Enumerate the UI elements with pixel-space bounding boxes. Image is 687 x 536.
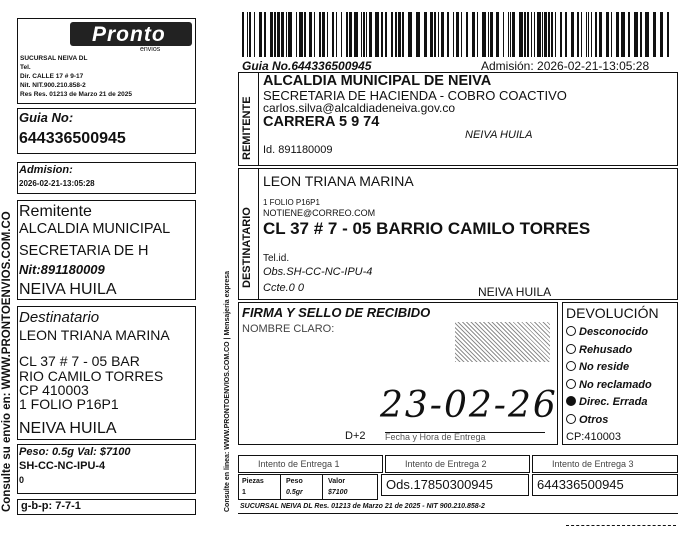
left-weight: Peso: 0.5g Val: $7100: [19, 446, 131, 458]
return-option-label: Otros: [579, 413, 609, 426]
return-option-label: No reclamado: [579, 378, 652, 391]
barcode-bar: [667, 12, 669, 57]
barcode-bar: [551, 12, 553, 57]
barcode-bar: [510, 12, 511, 57]
barcode-bar: [281, 12, 284, 57]
attempt-2-label: Intento de Entrega 2: [405, 459, 487, 469]
barcode-bar: [249, 12, 251, 57]
left-side-url: Consulte su envio en: WWW.PRONTOENVIOS.COM.CO: [1, 211, 13, 512]
barcode-bar: [534, 12, 535, 57]
barcode-bar: [354, 12, 358, 57]
barcode-bar: [653, 12, 656, 57]
barcode-bar: [508, 12, 509, 57]
left-branch: SUCURSAL NEIVA DL: [20, 55, 88, 62]
signature-date-label: Fecha y Hora de Entrega: [385, 432, 486, 442]
radio-icon: [566, 379, 576, 389]
left-recipient-addr1: CL 37 # 7 - 05 BAR: [19, 353, 140, 369]
barcode-bar: [274, 12, 276, 57]
barcode-bar: [581, 12, 582, 57]
return-option-label: Direc. Errada: [579, 396, 648, 408]
barcode-bar: [542, 12, 543, 57]
barcode: [240, 12, 674, 57]
right-recipient-tel: Tel.id.: [263, 253, 290, 264]
barcode-bar: [519, 12, 523, 57]
barcode-bar: [456, 12, 459, 57]
attempt-3-label: Intento de Entrega 3: [552, 459, 634, 469]
left-sender-name: ALCALDIA MUNICIPAL: [19, 221, 171, 237]
barcode-bar: [304, 12, 306, 57]
table-header-pieces: Piezas: [242, 478, 264, 485]
left-admission-label: Admision:: [19, 164, 73, 176]
barcode-bar: [322, 12, 325, 57]
table-cell-pieces: 1: [242, 489, 246, 496]
barcode-bar: [434, 12, 436, 57]
signature-d2: D+2: [345, 430, 366, 442]
left-obs: SH-CC-NC-IPU-4: [19, 460, 106, 472]
barcode-bar: [595, 12, 597, 57]
left-recipient-folio: 1 FOLIO P16P1: [19, 396, 119, 412]
barcode-bar: [299, 12, 303, 57]
barcode-bar: [453, 12, 454, 57]
barcode-bar: [477, 12, 478, 57]
barcode-bar: [254, 12, 255, 57]
barcode-bar: [369, 12, 372, 57]
barcode-bar: [606, 12, 609, 57]
right-recipient-obs: Obs.SH-CC-NC-IPU-4: [263, 266, 373, 278]
right-side-url: Consulte en linea: WWW.PRONTOENVIOS.COM.CO | Mensajeria expresa: [224, 270, 231, 512]
barcode-bar: [591, 12, 592, 57]
return-option-label: No reside: [579, 361, 630, 373]
return-option: [566, 361, 629, 373]
barcode-bar: [571, 12, 574, 57]
signature-name-label: NOMBRE CLARO:: [242, 323, 335, 335]
logo-text: Pronto: [92, 23, 166, 46]
barcode-bar: [524, 12, 526, 57]
right-recipient-address: CL 37 # 7 - 05 BARRIO CAMILO TORRES: [263, 219, 591, 238]
right-recipient-city: NEIVA HUILA: [478, 285, 552, 299]
left-admission-value: 2026-02-21-13:05:28: [19, 179, 95, 188]
left-sender-dept: SECRETARIA DE H: [19, 243, 149, 259]
barcode-bar: [385, 12, 387, 57]
left-guide-label: Guia No:: [19, 110, 74, 125]
left-recipient-addr2: RIO CAMILO TORRES: [19, 368, 164, 384]
right-sender-address: CARRERA 5 9 74: [263, 114, 380, 130]
right-sender-name: ALCALDIA MUNICIPAL DE NEIVA: [263, 73, 492, 89]
barcode-bar: [363, 12, 365, 57]
attempt-1-label: Intento de Entrega 1: [258, 459, 340, 469]
barcode-bar: [616, 12, 619, 57]
barcode-bar: [416, 12, 420, 57]
left-recipient-cp: CP 410003: [19, 382, 89, 398]
barcode-bar: [611, 12, 612, 57]
barcode-bar: [398, 12, 401, 57]
left-sender-nit: Nit:891180009: [19, 262, 105, 277]
barcode-bar: [628, 12, 630, 57]
barcode-bar: [332, 12, 334, 57]
barcode-bar: [402, 12, 404, 57]
left-nit: Nit. NIT.900.210.858-2: [20, 82, 86, 89]
barcode-bar: [395, 12, 397, 57]
right-recipient-folio: 1 FOLIO P16P1: [263, 198, 320, 207]
right-guide-label: Guia No.644336500945: [242, 59, 372, 73]
handwritten-date: 23-02-26: [380, 385, 558, 426]
barcode-bar: [461, 12, 462, 57]
barcode-bar: [264, 12, 266, 57]
barcode-bar: [488, 12, 489, 57]
barcode-bar: [634, 12, 638, 57]
barcode-bar: [531, 12, 532, 57]
signature-title: FIRMA Y SELLO DE RECIBIDO: [242, 305, 431, 320]
table-header-value: Valor: [328, 478, 346, 485]
right-sender-id: Id. 891180009: [263, 144, 333, 156]
barcode-bar: [309, 12, 312, 57]
ods-number: Ods.17850300945: [386, 477, 493, 492]
barcode-bar: [599, 12, 602, 57]
left-sender-city: NEIVA HUILA: [19, 281, 117, 298]
right-recipient-notify: NOTIENE@CORREO.COM: [263, 208, 376, 218]
barcode-bar: [408, 12, 412, 57]
barcode-bar: [424, 12, 427, 57]
right-recipient-side: DESTINATARIO: [241, 207, 253, 288]
left-recipient-label: Destinatario: [19, 309, 100, 326]
barcode-bar: [537, 12, 541, 57]
barcode-bar: [447, 12, 449, 57]
barcode-bar: [548, 12, 550, 57]
barcode-bar: [560, 12, 562, 57]
right-recipient-ccte: Ccte.0 0: [263, 282, 304, 294]
barcode-bar: [286, 12, 287, 57]
barcode-bar: [319, 12, 321, 57]
barcode-bar: [336, 12, 337, 57]
barcode-bar: [472, 12, 475, 57]
right-sender-dept: SECRETARIA DE HACIENDA - COBRO COACTIVO: [263, 88, 567, 103]
return-option-label: Rehusado: [579, 343, 633, 356]
left-guide-number: 644336500945: [19, 130, 126, 147]
barcode-bar: [512, 12, 515, 57]
barcode-bar: [288, 12, 292, 57]
logo: [70, 22, 192, 46]
barcode-bar: [259, 12, 262, 57]
right-footer: SUCURSAL NEIVA DL Res. 01213 de Marzo 21 de 2025 - NIT 900.210.858-2: [240, 503, 485, 510]
left-recipient-name: LEON TRIANA MARINA: [19, 327, 170, 343]
barcode-bar: [441, 12, 444, 57]
barcode-bar: [621, 12, 625, 57]
barcode-bar: [503, 12, 504, 57]
radio-icon: [566, 414, 576, 424]
barcode-bar: [527, 12, 529, 57]
barcode-bar: [375, 12, 379, 57]
barcode-bar: [496, 12, 499, 57]
barcode-bar: [466, 12, 468, 57]
table-header-weight: Peso: [286, 478, 303, 485]
radio-icon: [566, 344, 576, 354]
dashed-line: [566, 525, 676, 526]
radio-icon: [566, 361, 576, 371]
return-option: [566, 326, 648, 338]
barcode-bar: [490, 12, 493, 57]
logo-subtext: envios: [140, 46, 161, 53]
barcode-bar: [588, 12, 589, 57]
barcode-bar: [586, 12, 587, 57]
radio-icon: [566, 396, 576, 406]
return-title: DEVOLUCIÓN: [566, 305, 659, 321]
right-sender-side: REMITENTE: [241, 96, 253, 160]
stamp-mark: [455, 322, 550, 362]
left-zero: 0: [19, 475, 25, 485]
left-sequence: g-b-p: 7-7-1: [21, 500, 81, 512]
table-cell-value: $7100: [328, 489, 348, 496]
table-cell-weight: 0.5gr: [286, 489, 303, 496]
barcode-bar: [277, 12, 280, 57]
barcode-bar: [296, 12, 297, 57]
barcode-bar: [242, 12, 244, 57]
barcode-bar: [341, 12, 342, 57]
left-sender-label: Remitente: [19, 203, 92, 220]
barcode-bar: [349, 12, 352, 57]
right-admission: Admisión: 2026-02-21-13:05:28: [481, 59, 650, 73]
barcode-bar: [565, 12, 567, 57]
return-option-label: Desconocido: [579, 326, 649, 338]
barcode-bar: [544, 12, 547, 57]
barcode-bar: [577, 12, 579, 57]
barcode-bar: [314, 12, 315, 57]
barcode-bar: [361, 12, 362, 57]
barcode-bar: [247, 12, 248, 57]
left-resolution: Res Res. 01213 de Marzo 21 de 2025: [20, 91, 133, 98]
right-sender-email: carlos.silva@alcaldiadeneiva.gov.co: [263, 101, 456, 115]
barcode-bar: [327, 12, 328, 57]
barcode-bar: [391, 12, 393, 57]
barcode-bar: [366, 12, 367, 57]
barcode-bar: [645, 12, 649, 57]
return-option: [566, 414, 608, 426]
barcode-bar: [270, 12, 273, 57]
barcode-bar: [381, 12, 383, 57]
barcode-bar: [430, 12, 433, 57]
left-recipient-city: NEIVA HUILA: [19, 420, 117, 437]
barcode-bar: [438, 12, 439, 57]
right-recipient-name: LEON TRIANA MARINA: [263, 173, 414, 189]
barcode-bar: [482, 12, 486, 57]
return-option: [566, 396, 647, 408]
barcode-bar: [555, 12, 556, 57]
left-address: Dir. CALLE 17 # 9-17: [20, 73, 84, 80]
return-option: [566, 379, 652, 391]
right-sender-city: NEIVA HUILA: [465, 129, 533, 141]
left-tel: Tel.: [20, 64, 31, 71]
barcode-bar: [660, 12, 663, 57]
barcode-bar: [346, 12, 348, 57]
barcode-bar: [640, 12, 642, 57]
guide-number-small: 644336500945: [537, 477, 624, 492]
return-option: [566, 344, 632, 356]
radio-icon: [566, 326, 576, 336]
return-cp: CP:410003: [566, 431, 622, 443]
